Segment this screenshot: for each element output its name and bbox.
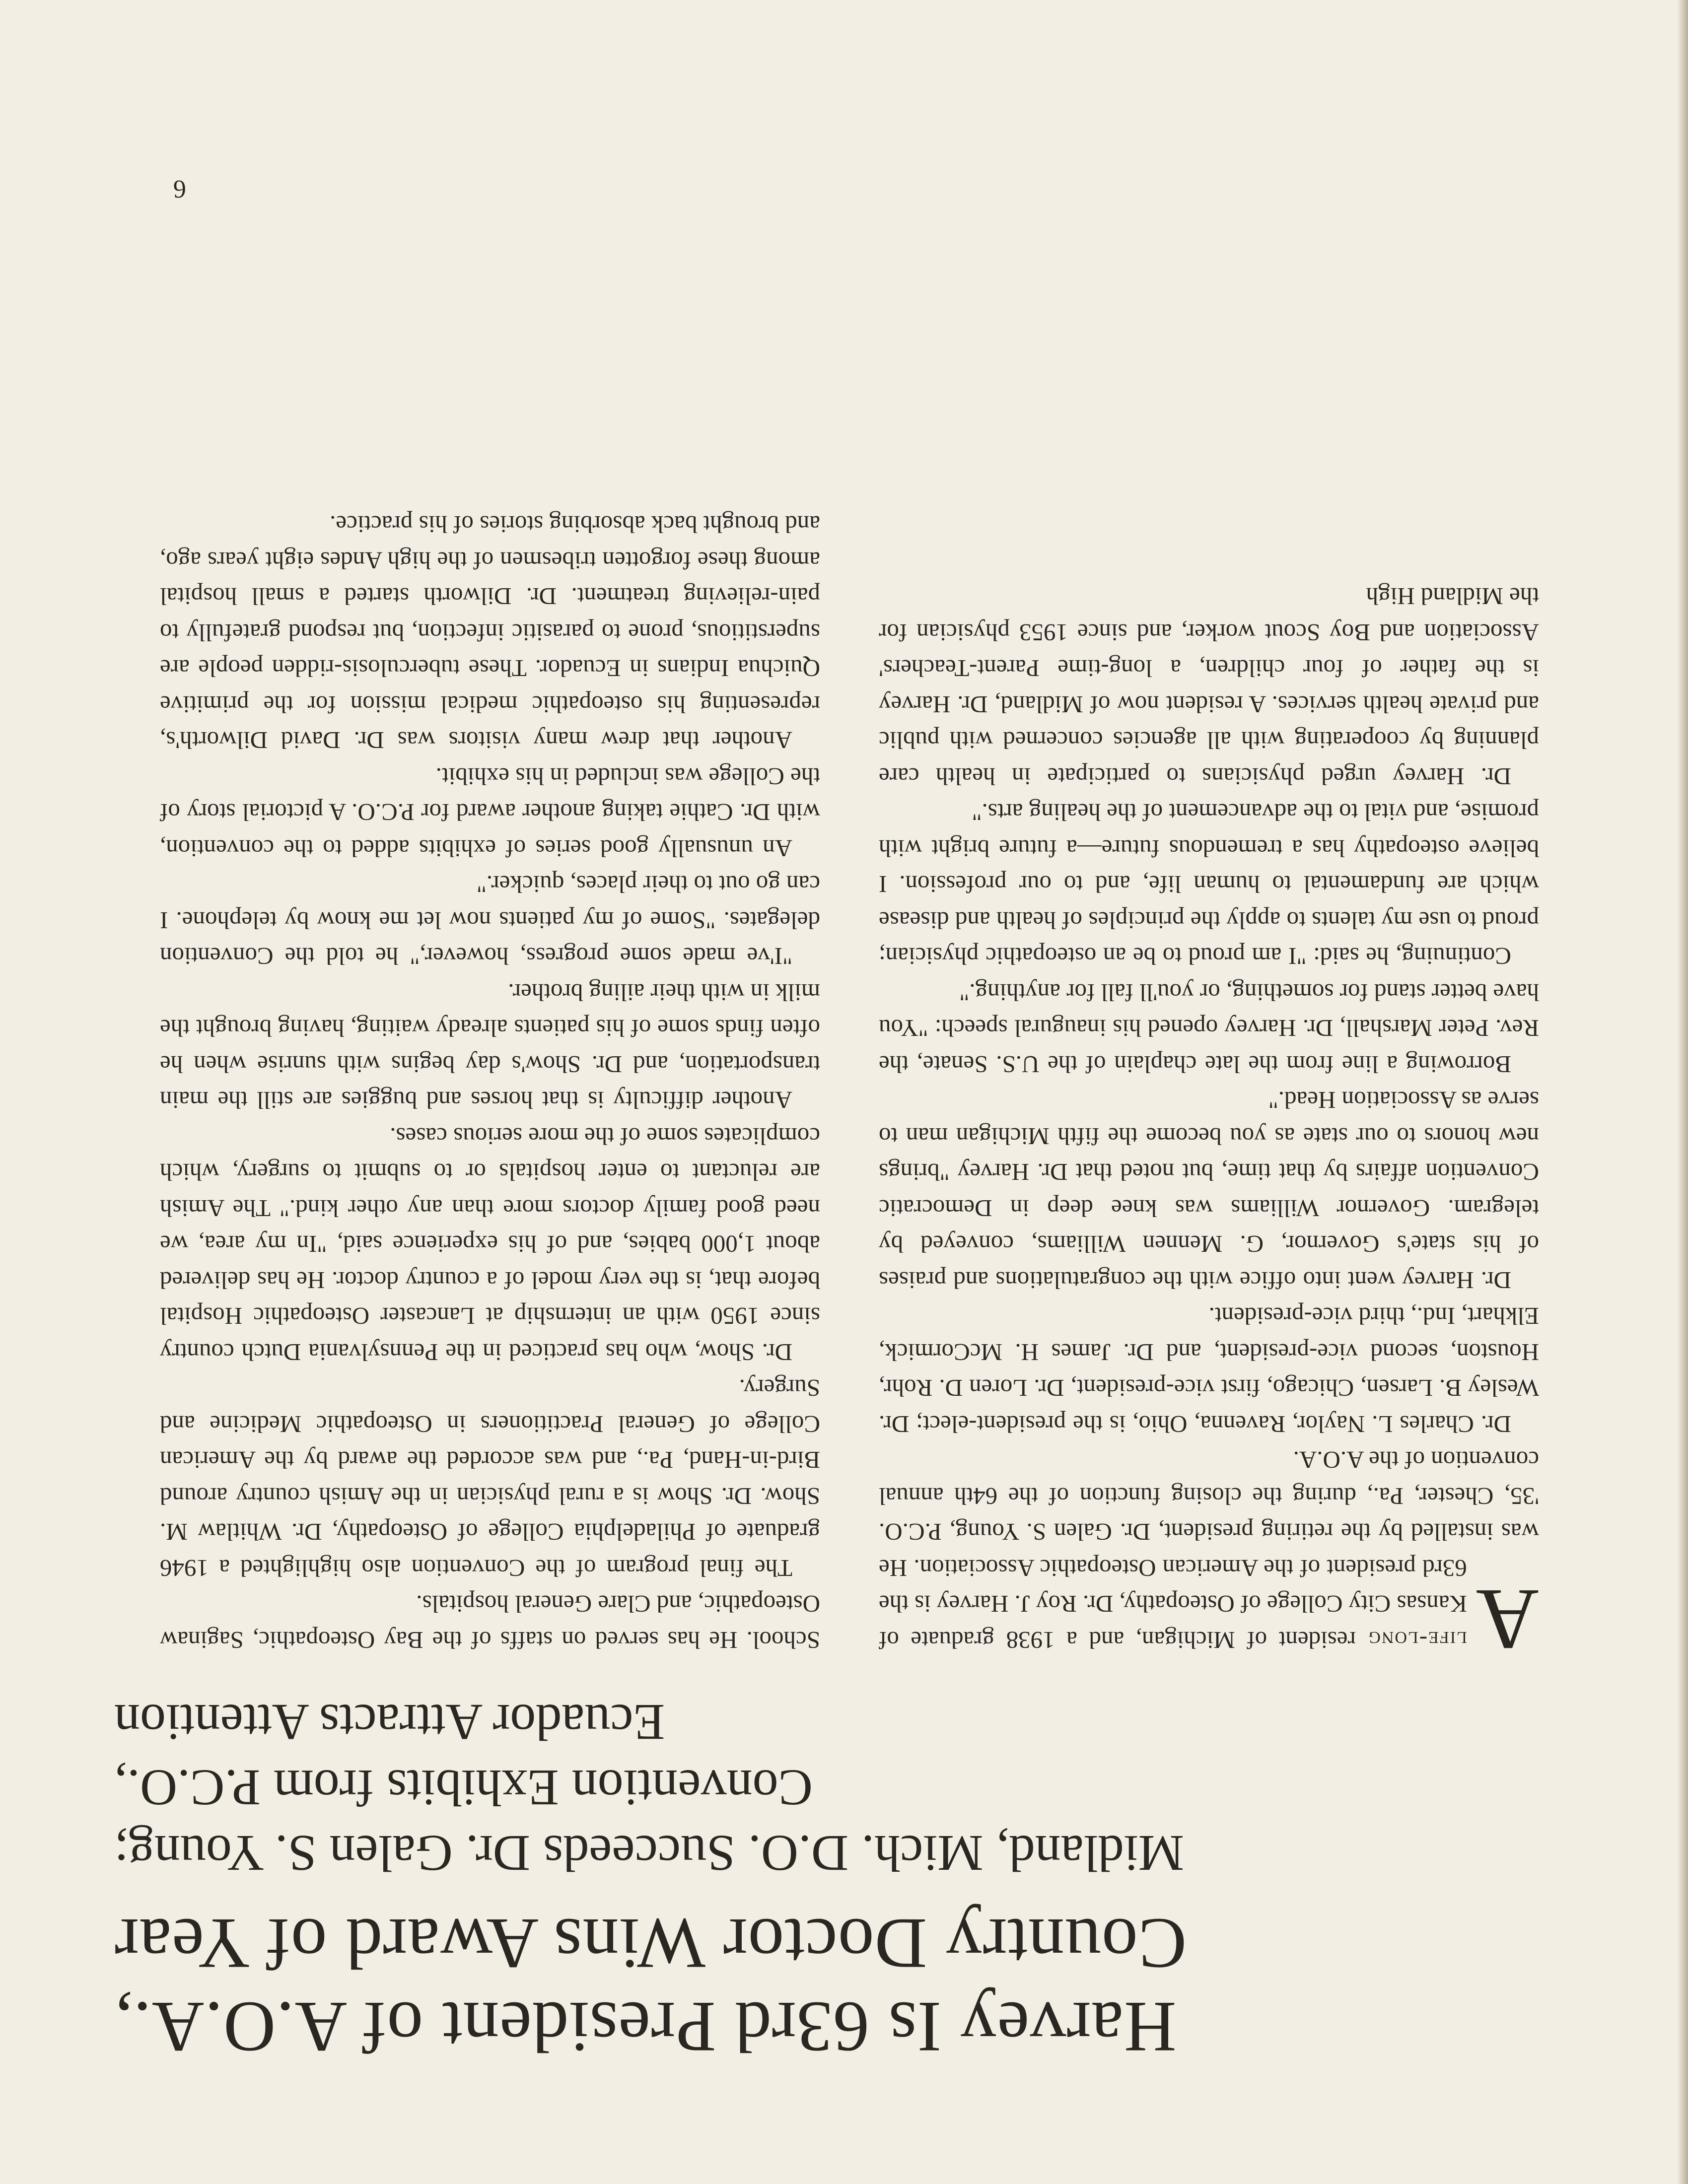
paragraph: "I've made some progress, however," he told the Convention delegates. "Some of my patients now let me know by telephone. I can go out to their places, quicker.": [160, 871, 820, 970]
paragraph: Dr. Charles L. Naylor, Ravenna, Ohio, is the president-elect; Dr. Wesley B. Larsen, Chicago, first vice-president, Dr. Loren D. Rohr, Houston, second vice-president, and Dr. James H. McCormick, Elkhart, Ind., third vice-president.: [879, 1302, 1539, 1438]
paragraph: [878, 1442, 1539, 1668]
paragraph: Another that drew many visitors was Dr. David Dilworth's, representing his osteopathic medical mission for the primitive Quichua Indians in Ecuador. These tuberculosis-ridden people are superstitious, prone to parasitic infection, but respond gratefully to pain-relieving treatment. Dr. Dilworth started a small hospital among these forgotten tribesmen of the high Andes eight years ago, and brought back absorbing stories of his practice.: [160, 511, 820, 754]
paragraph: Dr. Harvey urged physicians to participate in health care planning by cooperating with all agencies concerned with public and private health services. A resident now of Midland, Dr. Harvey is the father of four children, a long-time Parent-Teachers' Association and Boy Scout worker, and since 1953 physician for the Midland High: [879, 583, 1539, 790]
left-text-column: [878, 578, 1539, 1668]
drop-cap: A: [1476, 1571, 1539, 1668]
paragraph: An unusually good series of exhibits added to the convention, with Dr. Cathie taking another award for P.C.O. A pictorial story of the College was included in his exhibit.: [160, 763, 820, 862]
subheadline-line-3: Ecuador Attracts Attention: [114, 1694, 665, 1751]
paragraph: Borrowing a line from the late chaplain of the U.S. Senate, the Rev. Peter Marshall, Dr. Harvey opened his inaugural speech: "You have better stand for something, or you'll fall for anything.": [879, 979, 1539, 1078]
paragraph: The final program of the Convention also highlighted a 1946 graduate of Philadelphia College of Osteopathy, Dr. Whitlaw M. Show. Dr. Show is a rural physician in the Amish country around Bird-in-Hand, Pa., and was accorded the award by the American College of General Practitioners in Osteopathic Medicine and Surgery.: [160, 1374, 820, 1582]
paragraph: Dr. Show, who has practiced in the Pennsylvania Dutch country since 1950 with an internship at Lancaster Osteopathic Hospital before that, is the very model of a country doctor. He has delivered about 1,000 babies, and of his experience said, "In my area, we need good family doctors more than any other kind." The Amish are reluctant to enter hospitals or to submit to surgery, which complicates some of the more serious cases.: [160, 1123, 820, 1366]
right-text-column: [160, 506, 820, 1658]
subheadline-line-2: Convention Exhibits from P.C.O.,: [114, 1759, 813, 1816]
paragraph: School. He has served on staffs of the Bay Osteopathic, Saginaw Osteopathic, and Clare General hospitals.: [160, 1590, 820, 1654]
subheadline-line-1: Midland, Mich. D.O. Succeeds Dr. Galen S. Young;: [114, 1825, 1185, 1882]
page-number: 6: [173, 175, 186, 203]
headline-line-1: Harvey Is 63rd President of A.O.A.,: [114, 1987, 1177, 2067]
paragraph-text: resident of Michigan, and a 1938 graduate of Kansas City College of Osteopathy, Dr. Roy J. Harvey is the 63rd president of the American Osteopathic Association. He was installed by the retiring president, Dr. Galen S. Young, P.C.O. '35, Chester, Pa., during the closing function of the 64th annual convention of the A.O.A.: [878, 1446, 1539, 1654]
lead-words: life-long: [1367, 1627, 1467, 1654]
paragraph: Another difficulty is that horses and buggies are still the main transportation, and Dr. Show's day begins with sunrise when he often finds some of his patients already waiting, having brought the milk in with their ailing brother.: [160, 979, 820, 1114]
paragraph: Continuing, he said: "I am proud to be an osteopathic physician; proud to use my talents to apply the principles of health and disease which are fundamental to human life, and to our profession. I believe osteopathy has a tremendous future—a future bright with promise, and vital to the advancement of the healing arts.": [879, 799, 1539, 970]
headline-line-2: Country Doctor Wins Award of Year: [114, 1904, 1187, 1984]
paragraph: Dr. Harvey went into office with the congratulations and praises of his state's Governor, G. Mennen Williams, conveyed by telegram. Governor Williams was knee deep in Democratic Convention affairs by that time, but noted that Dr. Harvey "brings new honors to our state as you become the fifth Michigan man to serve as Association Head.": [879, 1087, 1539, 1294]
article-headline: [114, 1693, 1544, 2069]
